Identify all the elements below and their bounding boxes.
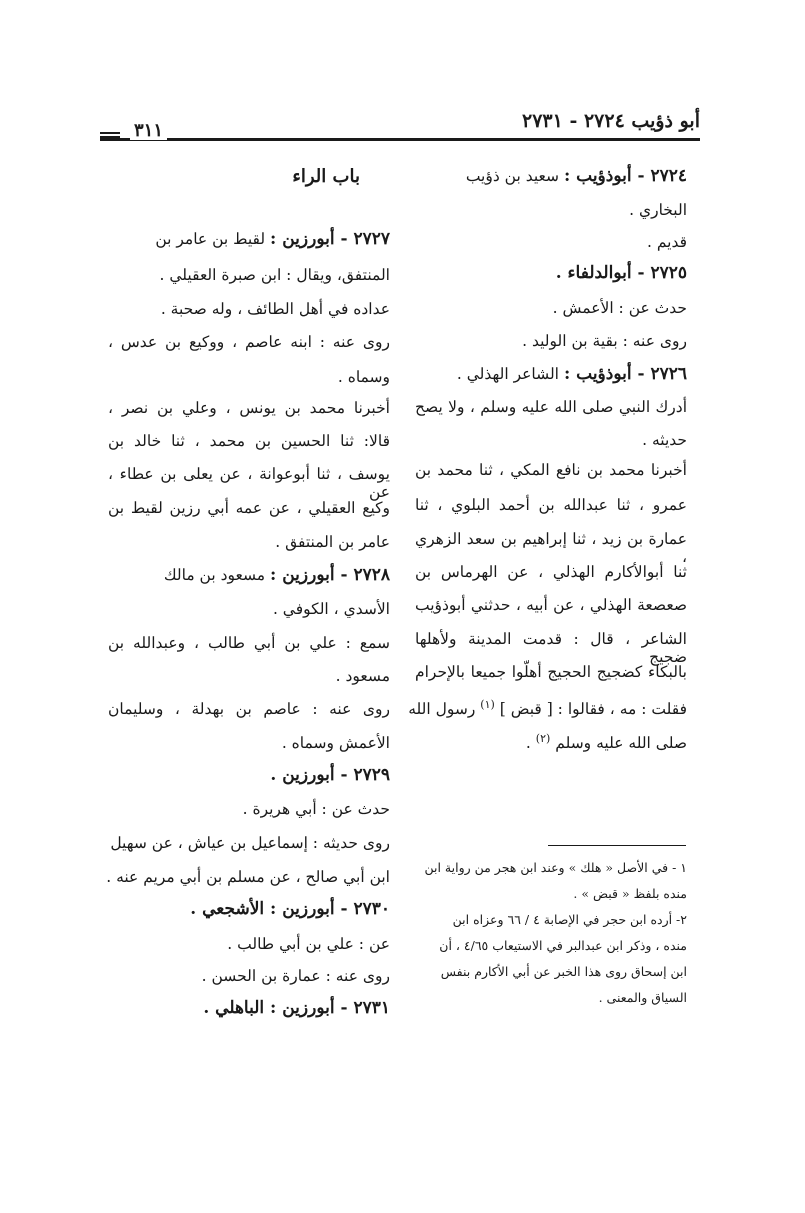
text-line: الأسدي ، الكوفي . xyxy=(272,600,390,618)
text-line: المنتفق، ويقال : ابن صبرة العقيلي . xyxy=(159,266,390,284)
footnote-line: منده بلفظ « قبض » . xyxy=(573,886,687,901)
page-header xyxy=(100,106,700,140)
text-line: ابن أبي صالح ، عن مسلم بن أبي مريم عنه . xyxy=(106,868,390,886)
text-line: أدرك النبي صلى الله عليه وسلم ، ولا يصح xyxy=(415,398,687,416)
text-line: روى عنه : ابنه عاصم ، ووكيع بن عدس ، xyxy=(108,333,390,351)
text-line: عامر بن المنتفق . xyxy=(275,533,390,551)
text-line: ثنا أبوالأكارم الهذلي ، عن الهرماس بن xyxy=(415,563,687,581)
text-line: حديثه . xyxy=(642,431,687,449)
text-segment: رسول الله xyxy=(408,700,476,719)
footnote-ref-2: (٢) xyxy=(535,732,551,745)
entry-2728-heading xyxy=(164,565,390,585)
text-line: وكيع العقيلي ، عن عمه أبي رزين لقيط بن xyxy=(108,499,390,517)
text-line: الأعمش وسماه . xyxy=(281,734,390,752)
text-segment: فقلت : مه ، فقالوا : [ قبض ] xyxy=(499,700,687,719)
header-rule xyxy=(100,138,700,141)
text-line: عمرو ، ثنا عبدالله بن أحمد البلوي ، ثنا xyxy=(415,496,687,514)
text-line: قالا: ثنا الحسين بن محمد ، ثنا خالد بن xyxy=(108,432,390,450)
text-segment: . xyxy=(525,734,531,753)
text-line: البخاري . xyxy=(629,201,687,219)
entry-2724-heading xyxy=(466,166,687,186)
section-heading: باب الراء xyxy=(292,166,360,187)
text-line xyxy=(526,732,687,752)
text-line xyxy=(408,698,687,718)
text-line: صعصعة الهذلي ، عن أبيه ، حدثني أبوذؤيب xyxy=(415,596,687,614)
entry-title: ٢٧٢٦ - أبوذؤيب : xyxy=(563,364,687,384)
entry-text: لقيط بن عامر بن xyxy=(155,230,266,248)
text-line: بالبكاء كضجيج الحجيج أهلّوا جميعا بالإحرام xyxy=(415,663,687,681)
text-segment: صلى الله عليه وسلم xyxy=(555,734,687,753)
text-line: روى عنه : عاصم بن بهدلة ، وسليمان xyxy=(108,700,390,718)
text-line: أخبرنا محمد بن يونس ، وعلي بن نصر ، xyxy=(108,399,390,417)
header-rule-ornament xyxy=(100,130,120,138)
entry-2729-title: ٢٧٢٩ - أبورزين . xyxy=(270,765,390,785)
entry-2730-title: ٢٧٣٠ - أبورزين : الأشجعي . xyxy=(190,899,390,919)
text-line: حدث عن : أبي هريرة . xyxy=(242,800,390,818)
text-line: روى حديثه : إسماعيل بن عياش ، عن سهيل xyxy=(110,834,390,852)
footnote-ref-1: (١) xyxy=(480,698,495,711)
entry-2731-title: ٢٧٣١ - أبورزين : الباهلي . xyxy=(203,998,390,1018)
text-line: سمع : علي بن أبي طالب ، وعبدالله بن xyxy=(108,634,390,652)
entry-text: الشاعر الهذلي . xyxy=(456,365,559,383)
text-line: عمارة بن زيد ، ثنا إبراهيم بن سعد الزهري ، xyxy=(415,530,687,566)
text-line: حدث عن : الأعمش . xyxy=(552,299,687,317)
text-line: عن : علي بن أبي طالب . xyxy=(227,935,390,953)
footnote-line: منده ، وذكر ابن عبدالبر في الاستيعاب ٤/٦٥ ، أن xyxy=(439,938,687,953)
text-line: روى عنه : عمارة بن الحسن . xyxy=(201,967,390,985)
text-line: وسماه . xyxy=(337,368,390,386)
entry-2727-heading xyxy=(155,229,390,249)
footnote-line: ابن إسحاق روى هذا الخبر عن أبي الأكارم بنفس xyxy=(440,964,687,979)
entry-title: ٢٧٢٤ - أبوذؤيب : xyxy=(563,166,687,186)
footnote-line: السياق والمعنى . xyxy=(598,990,687,1005)
footnote-line: ١ - في الأصل « هلك » وعند ابن هجر من رواية ابن xyxy=(424,860,687,875)
text-line: الشاعر ، قال : قدمت المدينة ولأهلها ضجيج xyxy=(415,630,687,666)
running-title: أبو ذؤيب ٢٧٢٤ - ٢٧٣١ xyxy=(522,110,700,132)
entry-2726-heading xyxy=(457,364,687,384)
entry-2725-title: ٢٧٢٥ - أبوالدلفاء . xyxy=(555,263,687,283)
page-number: ٣١١ xyxy=(130,122,167,140)
entry-title: ٢٧٢٨ - أبورزين : xyxy=(270,565,390,585)
text-line: أخبرنا محمد بن نافع المكي ، ثنا محمد بن xyxy=(415,461,687,479)
footnote-line: ٢- أرده ابن حجر في الإصابة ٤ / ٦٦ وعزاه ابن xyxy=(452,912,687,927)
entry-text: مسعود بن مالك xyxy=(163,566,266,584)
text-line: يوسف ، ثنا أبوعوانة ، عن يعلى بن عطاء ، عن xyxy=(108,465,390,501)
footnote-rule xyxy=(548,845,686,846)
text-line: مسعود . xyxy=(335,667,390,685)
text-line: روى عنه : بقية بن الوليد . xyxy=(522,332,687,350)
text-line: قديم . xyxy=(646,233,687,251)
text-line: عداده في أهل الطائف ، وله صحبة . xyxy=(160,300,390,318)
entry-title: ٢٧٢٧ - أبورزين : xyxy=(270,229,390,249)
entry-text: سعيد بن ذؤيب xyxy=(465,167,559,185)
